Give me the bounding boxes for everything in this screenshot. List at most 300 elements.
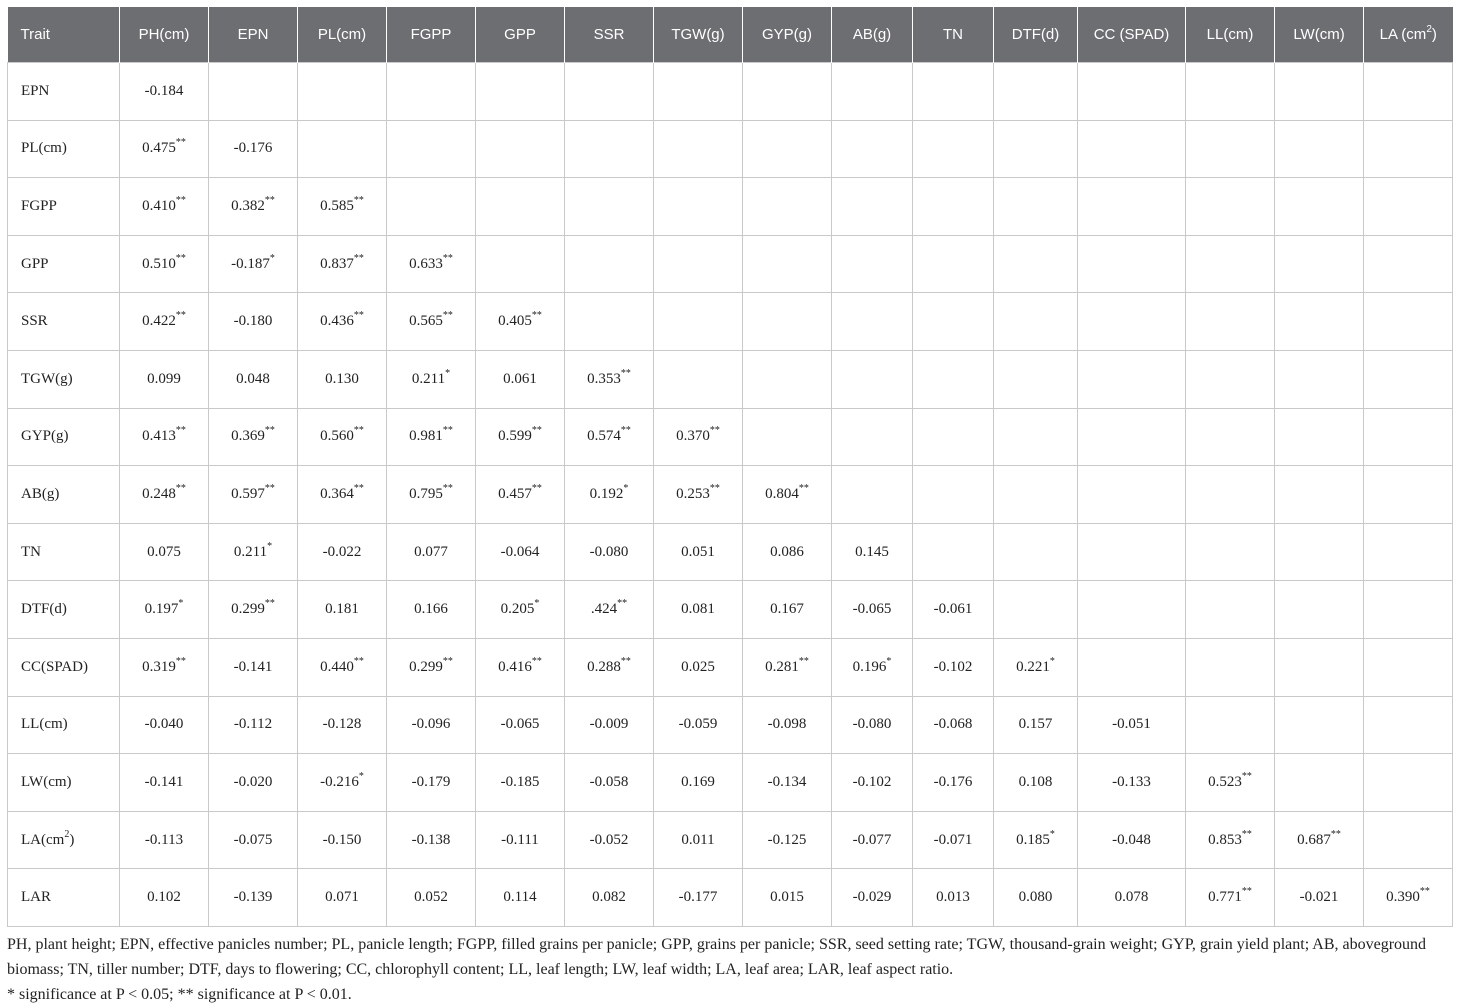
correlation-value: -0.040 [144, 716, 184, 733]
correlation-cell [565, 235, 654, 293]
correlation-cell [994, 523, 1078, 581]
correlation-cell [654, 638, 743, 696]
significance-marker: ** [264, 598, 275, 610]
correlation-cell [476, 293, 565, 351]
correlation-value: 0.299 [231, 601, 265, 618]
correlation-cell [565, 581, 654, 639]
correlation-cell [994, 581, 1078, 639]
correlation-cell [298, 408, 387, 466]
correlation-cell [1186, 754, 1275, 812]
correlation-cell [1078, 408, 1186, 466]
correlation-value: 0.416 [498, 658, 532, 675]
correlation-value: 0.086 [770, 543, 804, 560]
correlation-cell [913, 754, 994, 812]
correlation-cell [120, 235, 209, 293]
trait-label: LAR [21, 889, 51, 906]
correlation-value: 0.410 [142, 197, 176, 214]
correlation-cell [994, 638, 1078, 696]
correlation-cell [743, 523, 832, 581]
column-header-label: TN [943, 26, 963, 43]
correlation-value: -0.068 [933, 716, 973, 733]
correlation-cell [120, 178, 209, 236]
correlation-cell [654, 696, 743, 754]
correlation-cell [387, 466, 476, 524]
correlation-cell [1364, 235, 1453, 293]
correlation-cell [298, 581, 387, 639]
correlation-table [7, 7, 1453, 927]
correlation-cell [743, 178, 832, 236]
correlation-cell [743, 235, 832, 293]
correlation-cell [994, 869, 1078, 927]
correlation-cell [1078, 696, 1186, 754]
correlation-cell [743, 754, 832, 812]
significance-marker: * [1049, 655, 1055, 667]
significance-marker: ** [531, 425, 542, 437]
significance-marker: ** [1241, 886, 1252, 898]
correlation-cell [298, 811, 387, 869]
significance-marker: ** [175, 137, 186, 149]
correlation-cell [994, 754, 1078, 812]
significance-marker: ** [531, 310, 542, 322]
table-row [8, 120, 1453, 178]
significance-marker: ** [353, 310, 364, 322]
correlation-cell [913, 178, 994, 236]
correlation-value: 0.319 [142, 658, 176, 675]
correlation-cell [1186, 178, 1275, 236]
correlation-cell [209, 235, 298, 293]
correlation-cell [1186, 696, 1275, 754]
significance-marker: * [534, 598, 540, 610]
correlation-value: -0.075 [233, 831, 273, 848]
correlation-cell [832, 235, 913, 293]
correlation-cell [1364, 869, 1453, 927]
correlation-value: 0.248 [142, 485, 176, 502]
correlation-cell [209, 466, 298, 524]
correlation-cell [387, 811, 476, 869]
table-row [8, 811, 1453, 869]
correlation-cell [1078, 754, 1186, 812]
correlation-value: 0.221 [1016, 658, 1050, 675]
correlation-cell [1275, 178, 1364, 236]
correlation-cell [1275, 696, 1364, 754]
correlation-cell [120, 466, 209, 524]
correlation-value: 0.108 [1018, 773, 1053, 790]
significance-marker: ** [442, 482, 453, 494]
correlation-cell [476, 63, 565, 121]
column-header [1078, 7, 1186, 63]
trait-cell [8, 235, 120, 293]
significance-marker: ** [442, 252, 453, 264]
correlation-value: 0.051 [681, 543, 715, 560]
correlation-value: -0.139 [233, 889, 273, 906]
trait-label: TGW(g) [21, 370, 73, 387]
correlation-cell [120, 293, 209, 351]
column-header-label: CC (SPAD) [1093, 26, 1170, 43]
correlation-cell [1364, 466, 1453, 524]
correlation-cell [120, 350, 209, 408]
correlation-cell [298, 754, 387, 812]
correlation-cell [120, 696, 209, 754]
correlation-value: -0.187 [231, 255, 270, 272]
correlation-cell [1078, 235, 1186, 293]
correlation-table-container [7, 7, 1452, 1007]
trait-cell [8, 638, 120, 696]
correlation-cell [743, 869, 832, 927]
significance-marker: ** [709, 482, 720, 494]
significance-marker: ** [353, 194, 364, 206]
correlation-cell [209, 754, 298, 812]
correlation-cell [565, 120, 654, 178]
correlation-cell [1364, 178, 1453, 236]
correlation-value: -0.022 [322, 543, 362, 560]
correlation-cell [654, 293, 743, 351]
correlation-cell [476, 178, 565, 236]
trait-label: GPP [21, 255, 49, 272]
correlation-cell [1186, 581, 1275, 639]
correlation-cell [654, 523, 743, 581]
correlation-value: 0.169 [681, 773, 715, 790]
correlation-cell [743, 581, 832, 639]
column-header [832, 7, 913, 63]
correlation-cell [1364, 63, 1453, 121]
trait-label: EPN [21, 82, 50, 99]
trait-cell [8, 63, 120, 121]
correlation-cell [743, 293, 832, 351]
significance-note: * significance at P < 0.05; ** significance at P < 0.01. [7, 985, 352, 1003]
correlation-cell [1078, 63, 1186, 121]
correlation-cell [1275, 408, 1364, 466]
correlation-cell [387, 754, 476, 812]
correlation-cell [209, 350, 298, 408]
correlation-value: -0.009 [589, 716, 629, 733]
correlation-cell [1186, 293, 1275, 351]
correlation-cell [565, 869, 654, 927]
significance-marker: ** [798, 482, 809, 494]
significance-marker: ** [798, 655, 809, 667]
correlation-cell [913, 466, 994, 524]
trait-label: DTF(d) [21, 601, 67, 618]
correlation-cell [209, 811, 298, 869]
correlation-cell [209, 63, 298, 121]
correlation-value: 0.099 [147, 370, 181, 387]
table-row [8, 638, 1453, 696]
correlation-cell [298, 120, 387, 178]
significance-marker: ** [620, 655, 631, 667]
correlation-value: .424 [590, 601, 618, 618]
significance-marker: ** [264, 482, 275, 494]
trait-label: GYP(g) [21, 428, 69, 445]
correlation-cell [654, 235, 743, 293]
significance-marker: * [178, 598, 184, 610]
trait-label: LA(cm [21, 831, 65, 848]
correlation-value: 0.157 [1018, 716, 1053, 733]
table-row [8, 581, 1453, 639]
significance-marker: * [1049, 828, 1055, 840]
correlation-value: -0.111 [501, 831, 539, 848]
correlation-cell [832, 696, 913, 754]
correlation-cell [1186, 523, 1275, 581]
trait-cell [8, 581, 120, 639]
table-body [8, 63, 1453, 927]
correlation-value: -0.113 [144, 831, 184, 848]
table-header [8, 7, 1453, 63]
correlation-cell [654, 466, 743, 524]
correlation-cell [476, 408, 565, 466]
correlation-value: -0.098 [767, 716, 807, 733]
correlation-value: 0.082 [592, 889, 626, 906]
correlation-value: -0.134 [767, 773, 807, 790]
correlation-cell [476, 811, 565, 869]
correlation-value: -0.138 [411, 831, 451, 848]
correlation-value: 0.370 [676, 428, 710, 445]
correlation-value: -0.216 [320, 773, 359, 790]
significance-marker: ** [617, 598, 628, 610]
correlation-value: -0.176 [233, 140, 273, 157]
correlation-cell [1275, 869, 1364, 927]
correlation-cell [832, 350, 913, 408]
correlation-value: -0.051 [1112, 716, 1151, 733]
significance-marker: ** [175, 194, 186, 206]
correlation-value: 0.390 [1386, 889, 1420, 906]
correlation-cell [1078, 638, 1186, 696]
correlation-cell [832, 811, 913, 869]
correlation-value: 0.795 [409, 485, 443, 502]
correlation-value: 0.837 [320, 255, 354, 272]
correlation-cell [298, 696, 387, 754]
correlation-cell [1275, 120, 1364, 178]
correlation-cell [994, 350, 1078, 408]
correlation-value: 0.015 [770, 889, 804, 906]
trait-label: TN [21, 543, 41, 560]
correlation-cell [654, 350, 743, 408]
correlation-cell [832, 581, 913, 639]
correlation-cell [209, 120, 298, 178]
correlation-cell [1364, 754, 1453, 812]
correlation-cell [565, 408, 654, 466]
trait-cell [8, 350, 120, 408]
correlation-cell [743, 466, 832, 524]
correlation-cell [743, 408, 832, 466]
correlation-cell [832, 869, 913, 927]
correlation-cell [832, 63, 913, 121]
correlation-value: -0.177 [678, 889, 718, 906]
correlation-value: 0.422 [142, 313, 176, 330]
correlation-cell [1275, 466, 1364, 524]
table-row [8, 869, 1453, 927]
correlation-cell [298, 869, 387, 927]
correlation-value: -0.071 [933, 831, 973, 848]
correlation-value: 0.523 [1208, 773, 1242, 790]
correlation-value: 0.071 [325, 889, 359, 906]
correlation-cell [913, 811, 994, 869]
correlation-cell [387, 408, 476, 466]
correlation-cell [994, 408, 1078, 466]
significance-marker: ** [175, 482, 186, 494]
correlation-value: -0.141 [233, 658, 273, 675]
correlation-cell [1364, 408, 1453, 466]
correlation-cell [476, 638, 565, 696]
correlation-value: -0.065 [852, 601, 892, 618]
correlation-cell [387, 581, 476, 639]
correlation-value: -0.102 [933, 658, 973, 675]
correlation-cell [209, 581, 298, 639]
correlation-cell [387, 120, 476, 178]
correlation-cell [654, 120, 743, 178]
correlation-value: 0.205 [500, 601, 535, 618]
correlation-value: -0.128 [322, 716, 362, 733]
correlation-cell [1364, 293, 1453, 351]
significance-marker: ** [353, 655, 364, 667]
trait-cell [8, 293, 120, 351]
correlation-cell [476, 235, 565, 293]
correlation-value: -0.052 [589, 831, 629, 848]
correlation-value: 0.981 [409, 428, 443, 445]
correlation-cell [1186, 466, 1275, 524]
correlation-value: 0.181 [325, 601, 359, 618]
correlation-cell [120, 408, 209, 466]
correlation-cell [654, 581, 743, 639]
table-row [8, 754, 1453, 812]
significance-marker: ** [1241, 770, 1252, 782]
correlation-value: 0.145 [855, 543, 889, 560]
correlation-value: 0.853 [1208, 831, 1242, 848]
correlation-value: 0.061 [503, 370, 537, 387]
correlation-cell [565, 754, 654, 812]
correlation-cell [120, 811, 209, 869]
column-header-label: LW(cm) [1293, 26, 1345, 43]
correlation-cell [913, 869, 994, 927]
trait-label: LW(cm) [21, 773, 72, 790]
significance-marker: * [358, 770, 364, 782]
correlation-value: 0.185 [1016, 831, 1050, 848]
correlation-value: 0.585 [320, 197, 354, 214]
correlation-value: -0.102 [852, 773, 892, 790]
correlation-value: 0.211 [233, 543, 268, 560]
correlation-cell [1364, 120, 1453, 178]
correlation-cell [387, 638, 476, 696]
correlation-cell [1364, 523, 1453, 581]
correlation-cell [387, 869, 476, 927]
correlation-cell [1364, 350, 1453, 408]
trait-label: AB(g) [21, 485, 60, 502]
correlation-value: 0.075 [147, 543, 181, 560]
significance-marker: ** [442, 310, 453, 322]
significance-marker: * [269, 252, 275, 264]
correlation-value: -0.058 [589, 773, 629, 790]
correlation-cell [913, 63, 994, 121]
column-header-label: PL(cm) [317, 26, 367, 43]
column-header-superscript: 2 [1426, 24, 1432, 35]
correlation-value: -0.133 [1112, 773, 1151, 790]
correlation-value: 0.011 [681, 831, 715, 848]
correlation-cell [832, 293, 913, 351]
correlation-cell [476, 581, 565, 639]
correlation-cell [209, 638, 298, 696]
correlation-cell [832, 120, 913, 178]
table-row [8, 293, 1453, 351]
significance-marker: ** [353, 482, 364, 494]
correlation-value: -0.080 [589, 543, 629, 560]
column-header-label: SSR [593, 26, 625, 43]
correlation-cell [832, 754, 913, 812]
correlation-cell [743, 120, 832, 178]
correlation-value: -0.112 [233, 716, 273, 733]
correlation-value: 0.597 [231, 485, 265, 502]
correlation-cell [1078, 466, 1186, 524]
significance-marker: ** [620, 367, 631, 379]
correlation-cell [1364, 638, 1453, 696]
correlation-cell [994, 811, 1078, 869]
correlation-value: 0.013 [936, 889, 970, 906]
table-row [8, 350, 1453, 408]
correlation-cell [743, 638, 832, 696]
correlation-cell [832, 178, 913, 236]
correlation-value: 0.077 [414, 543, 448, 560]
correlation-cell [913, 638, 994, 696]
correlation-value: 0.025 [681, 658, 715, 675]
significance-marker: ** [353, 252, 364, 264]
correlation-cell [1275, 754, 1364, 812]
correlation-cell [1186, 811, 1275, 869]
correlation-cell [654, 754, 743, 812]
correlation-value: -0.061 [933, 601, 973, 618]
column-header-suffix: ) [1431, 26, 1437, 43]
correlation-cell [913, 696, 994, 754]
correlation-value: -0.184 [144, 82, 184, 99]
correlation-cell [654, 408, 743, 466]
correlation-cell [298, 293, 387, 351]
table-footnotes [7, 932, 1452, 1007]
column-header [120, 7, 209, 63]
correlation-cell [387, 178, 476, 236]
column-header-label: EPN [237, 26, 269, 43]
correlation-cell [994, 178, 1078, 236]
correlation-value: 0.369 [231, 428, 265, 445]
correlation-value: 0.192 [589, 485, 624, 502]
correlation-cell [994, 466, 1078, 524]
significance-marker: ** [264, 425, 275, 437]
significance-marker: ** [620, 425, 631, 437]
correlation-cell [994, 696, 1078, 754]
correlation-cell [120, 638, 209, 696]
correlation-value: 0.599 [498, 428, 532, 445]
correlation-cell [1186, 869, 1275, 927]
trait-label: CC(SPAD) [21, 658, 88, 675]
correlation-cell [120, 869, 209, 927]
correlation-cell [1275, 235, 1364, 293]
correlation-cell [1078, 350, 1186, 408]
column-header [913, 7, 994, 63]
correlation-value: 0.196 [852, 658, 887, 675]
correlation-cell [1078, 293, 1186, 351]
correlation-cell [565, 63, 654, 121]
correlation-cell [743, 811, 832, 869]
table-row [8, 235, 1453, 293]
correlation-cell [476, 869, 565, 927]
correlation-cell [1275, 350, 1364, 408]
correlation-cell [298, 523, 387, 581]
column-header-label: PH(cm) [138, 26, 190, 43]
correlation-cell [387, 235, 476, 293]
correlation-cell [298, 638, 387, 696]
correlation-cell [565, 811, 654, 869]
table-row [8, 696, 1453, 754]
correlation-cell [209, 293, 298, 351]
correlation-cell [565, 638, 654, 696]
correlation-cell [387, 350, 476, 408]
correlation-value: 0.052 [414, 889, 448, 906]
correlation-value: 0.078 [1114, 889, 1149, 906]
